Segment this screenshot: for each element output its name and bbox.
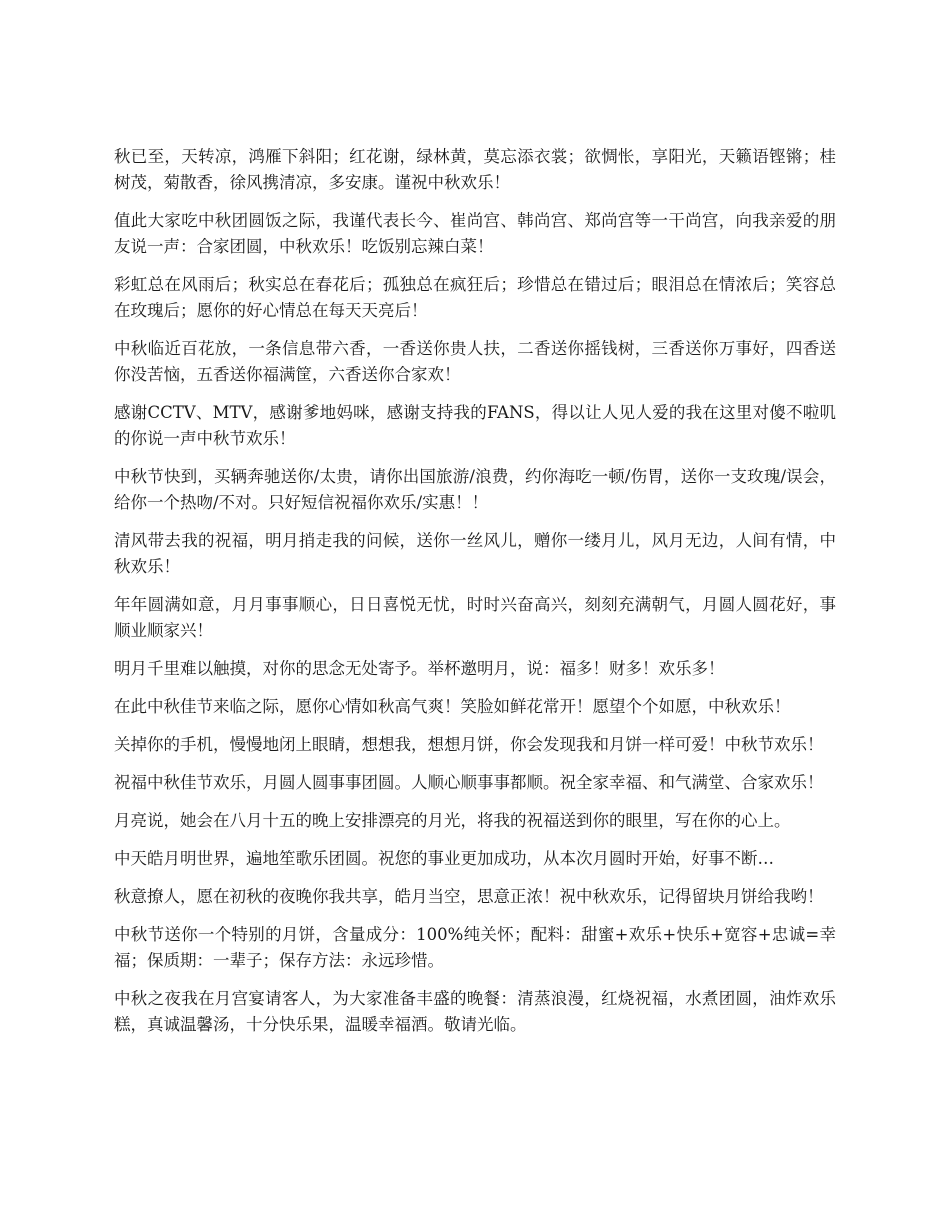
paragraph-14: 中天皓月明世界，遍地笙歌乐团圆。祝您的事业更加成功，从本次月圆时开始，好事不断… [114, 849, 774, 868]
paragraph-2: 值此大家吃中秋团圆饭之际，我谨代表长今、崔尚宫、韩尚宫、郑尚宫等一干尚宫，向我亲爱的朋友说一声：合家团圆，中秋欢乐！吃饭别忘辣白菜！ [114, 211, 836, 256]
paragraph-12: 祝福中秋佳节欢乐，月圆人圆事事团圆。人顺心顺事事都顺。祝全家幸福、和气满堂、合家欢乐！ [114, 773, 824, 792]
paragraph-8: 年年圆满如意，月月事事顺心，日日喜悦无忧，时时兴奋高兴，刻刻充满朝气，月圆人圆花好，事顺业顺家兴！ [114, 595, 836, 640]
paragraph-16: 中秋节送你一个特别的月饼，含量成分：100%纯关怀；配料：甜蜜+欢乐+快乐+宽容+忠诚=幸福；保质期：一辈子；保存方法：永远珍惜。 [114, 925, 836, 970]
paragraph-17: 中秋之夜我在月宫宴请客人，为大家准备丰盛的晚餐：清蒸浪漫，红烧祝福，水煮团圆，油炸欢乐糕，真诚温馨汤，十分快乐果，温暖幸福酒。敬请光临。 [114, 989, 836, 1034]
paragraph-9: 明月千里难以触摸，对你的思念无处寄予。举杯邀明月，说：福多！财多！欢乐多！ [114, 659, 725, 678]
paragraph-11: 关掉你的手机，慢慢地闭上眼睛，想想我，想想月饼，你会发现我和月饼一样可爱！中秋节欢乐！ [114, 735, 824, 754]
paragraph-3: 彩虹总在风雨后；秋实总在春花后；孤独总在疯狂后；珍惜总在错过后；眼泪总在情浓后；笑容总在玫瑰后；愿你的好心情总在每天天亮后！ [114, 275, 836, 320]
paragraph-10: 在此中秋佳节来临之际，愿你心情如秋高气爽！笑脸如鲜花常开！愿望个个如愿，中秋欢乐！ [114, 697, 791, 716]
paragraph-13: 月亮说，她会在八月十五的晚上安排漂亮的月光，将我的祝福送到你的眼里，写在你的心上。 [114, 811, 791, 830]
paragraph-6: 中秋节快到，买辆奔驰送你/太贵，请你出国旅游/浪费，约你海吃一顿/伤胃，送你一支玫瑰/误会，给你一个热吻/不对。只好短信祝福你欢乐/实惠！！ [114, 467, 836, 512]
document-body [114, 144, 836, 1050]
paragraph-1: 秋已至，天转凉，鸿雁下斜阳；红花谢，绿林黄，莫忘添衣裳；欲惆怅，享阳光，天籁语铿锵；桂树茂，菊散香，徐风携清凉，多安康。谨祝中秋欢乐！ [114, 147, 836, 192]
paragraph-4: 中秋临近百花放，一条信息带六香，一香送你贵人扶，二香送你摇钱树，三香送你万事好，四香送你没苦恼，五香送你福满筐，六香送你合家欢！ [114, 339, 836, 384]
paragraph-15: 秋意撩人，愿在初秋的夜晚你我共享，皓月当空，思意正浓！祝中秋欢乐，记得留块月饼给我哟！ [114, 887, 824, 906]
paragraph-5: 感谢CCTV、MTV，感谢爹地妈咪，感谢支持我的FANS，得以让人见人爱的我在这里对傻不啦叽的你说一声中秋节欢乐！ [114, 403, 836, 448]
paragraph-7: 清风带去我的祝福，明月捎走我的问候，送你一丝风儿，赠你一缕月儿，风月无边，人间有情，中秋欢乐！ [114, 531, 836, 576]
